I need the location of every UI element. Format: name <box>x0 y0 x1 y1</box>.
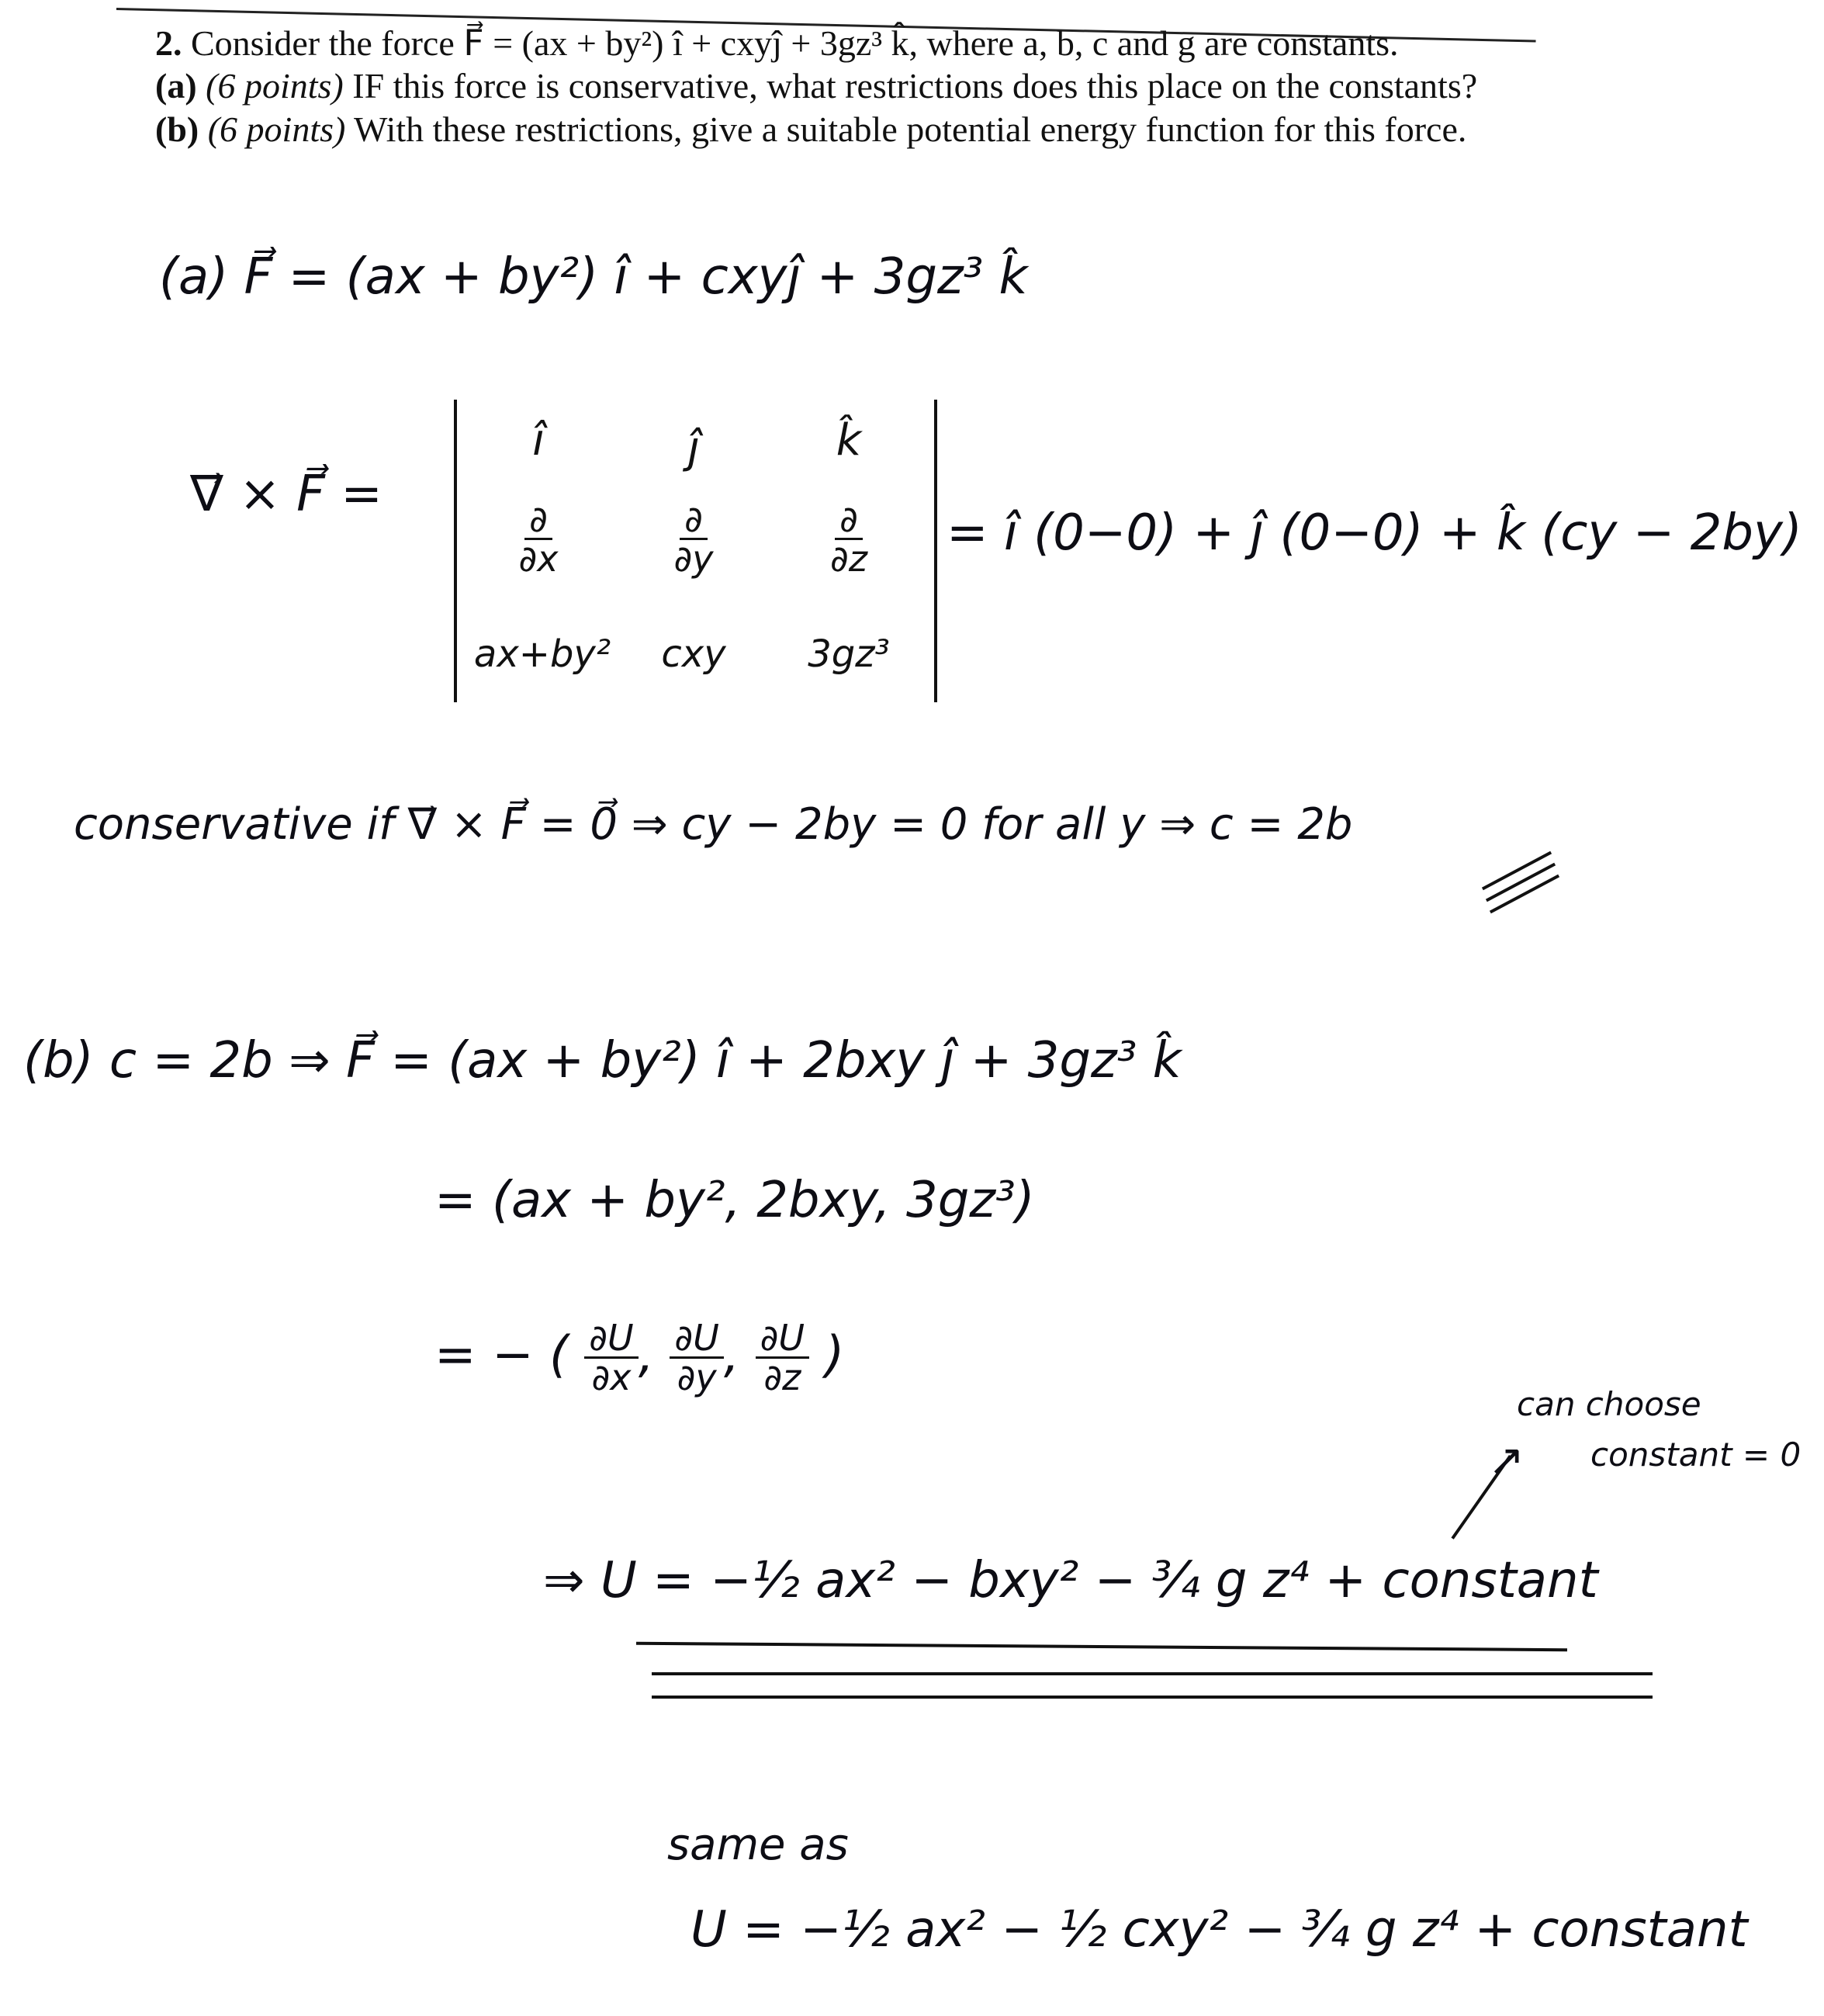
det-fz: 3gz³ <box>808 632 890 676</box>
margin-note-line1: can choose <box>1517 1385 1701 1423</box>
curl-determinant <box>454 400 937 702</box>
margin-note-line2: constant = 0 <box>1590 1436 1802 1474</box>
det-partial-y-den: ∂y <box>673 538 714 580</box>
part-b-label: (b) <box>155 109 199 149</box>
note-arrow-head-icon: ↗ <box>1488 1436 1525 1486</box>
curl-lhs: ∇⃗ × F⃗ = <box>190 466 382 523</box>
det-fx: ax+by² <box>473 632 611 676</box>
part-b-points: (6 points) <box>207 109 346 149</box>
det-partial-y-num: ∂ <box>680 501 708 540</box>
dU-dz-num: ∂U <box>756 1319 809 1359</box>
dU-dy-num: ∂U <box>670 1319 723 1359</box>
question-intro-text: Consider the force F⃗ = (ax + by²) î + cxyĵ + 3gz³ k̂, where a, b, c and g are constants. <box>191 23 1399 63</box>
solution-a-force: (a) F⃗ = (ax + by²) î + cxyĵ + 3gz³ k̂ <box>159 248 1028 306</box>
solution-b-line2: = (ax + by², 2bxy, 3gz³) <box>434 1172 1035 1229</box>
det-partial-z-den: ∂z <box>830 538 867 580</box>
part-a-points: (6 points) <box>206 66 344 106</box>
conservative-condition: conservative if ∇⃗ × F⃗ = 0⃗ ⇒ cy − 2by = 0 for all y ⇒ c = 2b <box>74 799 1353 850</box>
det-fy: cxy <box>661 632 726 676</box>
det-j-hat: ĵ <box>687 423 700 473</box>
part-a-text: IF this force is conservative, what restrictions does this place on the constants? <box>352 66 1478 106</box>
result-underline-3 <box>652 1696 1653 1699</box>
det-partial-z <box>771 498 926 580</box>
det-partial-z-num: ∂ <box>835 501 863 540</box>
dU-dx-num: ∂U <box>584 1319 638 1359</box>
curl-result: = î (0−0) + ĵ (0−0) + k̂ (cy − 2by) <box>947 504 1802 562</box>
solution-b-line3: = − ( $\frac{\partial U}{\partial x}$ , $\frac{\partial U}{\partial y}$ , $\frac{\partial U}{\partial z}$ ) <box>434 1317 845 1399</box>
dU-dy-den: ∂y <box>677 1356 717 1399</box>
det-partial-y <box>616 498 771 580</box>
question-part-b <box>155 109 1466 150</box>
b-line3-prefix: = − ( <box>434 1326 569 1384</box>
question-number: 2. <box>155 23 182 63</box>
result-underline-1 <box>636 1642 1567 1651</box>
det-k-hat: k̂ <box>836 415 862 466</box>
potential-result: ⇒ U = −½ ax² − bxy² − ¾ g z⁴ + constant <box>543 1552 1598 1609</box>
part-b-text: With these restrictions, give a suitable potential energy function for this force. <box>354 109 1467 149</box>
final-potential: U = −½ ax² − ½ cxy² − ¾ g z⁴ + constant <box>690 1901 1748 1959</box>
result-underline-2 <box>652 1672 1653 1675</box>
b-line3-suffix: ) <box>825 1326 845 1384</box>
dU-dz-den: ∂z <box>763 1356 801 1399</box>
det-partial-x-num: ∂ <box>524 501 552 540</box>
det-partial-x <box>461 498 616 580</box>
det-i-hat: î <box>532 415 545 466</box>
solution-b-line1: (b) c = 2b ⇒ F⃗ = (ax + by²) î + 2bxy ĵ + 3gz³ k̂ <box>23 1032 1182 1089</box>
det-partial-x-den: ∂x <box>518 538 559 580</box>
question-intro <box>155 22 1399 64</box>
same-as-label: same as <box>667 1820 849 1870</box>
question-part-a <box>155 65 1477 106</box>
dU-dx-den: ∂x <box>591 1356 632 1399</box>
part-a-label: (a) <box>155 66 197 106</box>
